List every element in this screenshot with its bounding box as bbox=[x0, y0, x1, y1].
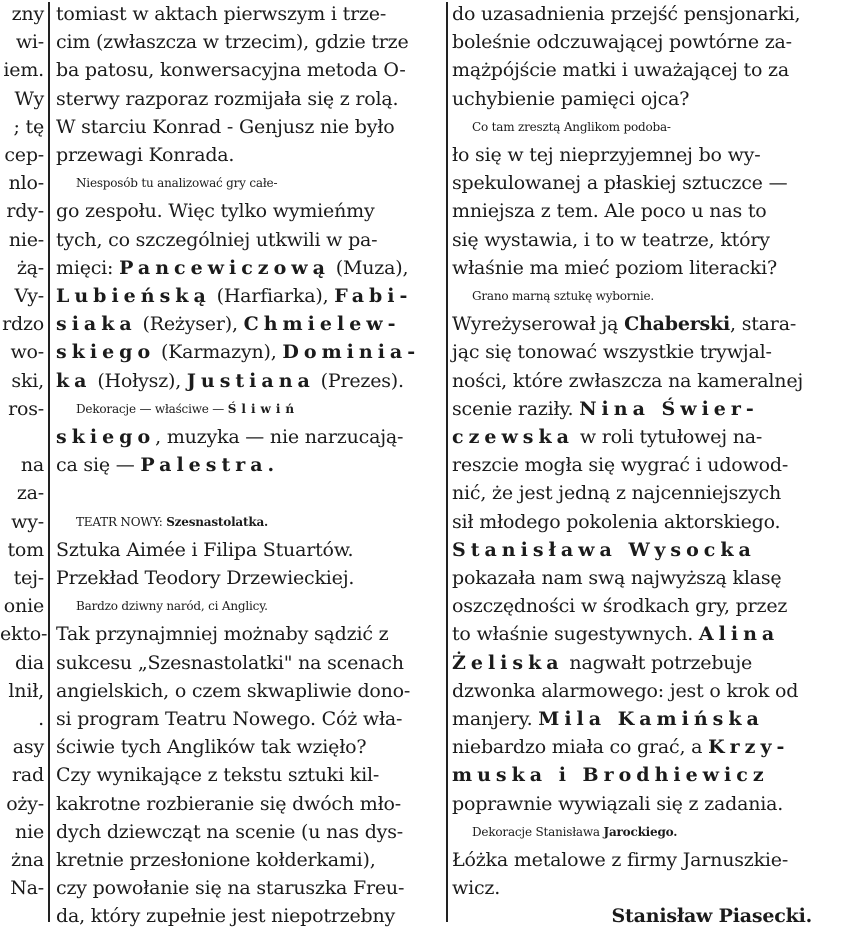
text-line: iem. bbox=[3, 59, 44, 82]
text-line bbox=[56, 258, 440, 278]
text-line: ros- bbox=[8, 397, 44, 420]
text-segment: poprawnie wywiązali się z zadania. bbox=[452, 792, 784, 815]
text-line bbox=[56, 427, 440, 447]
text-segment: w roli tytułowej na- bbox=[573, 426, 763, 448]
text-segment: Fabi- bbox=[334, 285, 413, 307]
text-line: nlo- bbox=[8, 172, 44, 195]
text-segment: Krzy- bbox=[708, 736, 790, 759]
text-segment: do uzasadnienia przejść pensjonarki, bbox=[452, 3, 801, 25]
text-segment: , stara- bbox=[730, 313, 797, 336]
text-segment: ka bbox=[56, 369, 92, 392]
text-line: Na- bbox=[10, 877, 44, 900]
text-line bbox=[452, 89, 852, 109]
text-line bbox=[452, 850, 852, 870]
text-line bbox=[56, 342, 440, 362]
text-line bbox=[452, 399, 852, 419]
text-segment: Alina bbox=[698, 623, 780, 646]
text-line bbox=[56, 765, 440, 785]
text-line bbox=[56, 709, 440, 729]
text-line bbox=[56, 314, 440, 334]
text-segment: Szesnastolatka. bbox=[166, 514, 269, 529]
text-line: tom bbox=[7, 538, 44, 561]
text-line bbox=[452, 765, 852, 785]
text-line bbox=[452, 173, 852, 193]
text-segment: (Muza), bbox=[329, 256, 409, 279]
text-segment: sterwy razporaz rozmijała się z rolą. bbox=[56, 87, 399, 110]
text-segment: ściwie tych Anglików tak wzięło? bbox=[56, 736, 367, 759]
text-line bbox=[56, 624, 440, 644]
text-segment: to właśnie sugestywnych. bbox=[452, 623, 699, 646]
text-line bbox=[452, 822, 859, 842]
text-line bbox=[56, 906, 440, 926]
text-segment: Czy wynikające z tekstu sztuki kil- bbox=[56, 764, 380, 787]
text-line bbox=[452, 878, 852, 898]
text-line: za- bbox=[16, 482, 44, 505]
text-segment: oszczędności w środkach gry, przez bbox=[452, 595, 788, 618]
text-line bbox=[56, 568, 440, 588]
text-segment: angielskich, o czem skwapliwie dono- bbox=[56, 679, 411, 702]
text-line bbox=[56, 145, 440, 165]
text-segment: W starciu Konrad - Genjusz nie było bbox=[56, 115, 395, 138]
text-line bbox=[56, 60, 440, 80]
text-line: żą- bbox=[16, 256, 44, 279]
text-line bbox=[452, 483, 852, 503]
text-line: na bbox=[20, 454, 44, 477]
text-segment: ca się — bbox=[56, 454, 141, 477]
text-line: ski, bbox=[11, 369, 44, 392]
text-segment: Śliwiń bbox=[227, 401, 300, 416]
text-segment: Łóżka metalowe z firmy Jarnuszkie- bbox=[452, 849, 789, 871]
text-line: asy bbox=[12, 736, 44, 759]
column-rule bbox=[446, 2, 448, 922]
text-segment: skiego bbox=[56, 426, 156, 448]
text-line bbox=[452, 286, 859, 306]
text-segment: ności, które zwłaszcza na kameralnej bbox=[452, 369, 804, 392]
text-line bbox=[452, 4, 852, 24]
text-segment: Nina Świer- bbox=[579, 397, 759, 420]
text-segment: (Harfiarka), bbox=[210, 285, 335, 307]
text-segment: Tak przynajmniej możnaby sądzić z bbox=[56, 623, 389, 646]
text-line: rdzo bbox=[2, 313, 44, 336]
text-line bbox=[452, 258, 852, 278]
text-segment: scenie raziły. bbox=[452, 397, 580, 420]
text-segment: mniejsza z tem. Ale poco u nas to bbox=[452, 200, 767, 223]
text-segment: Grano marną sztukę wybornie. bbox=[472, 289, 655, 303]
text-line bbox=[452, 117, 859, 137]
text-line bbox=[56, 32, 440, 52]
text-segment: nagwałt potrzebuje bbox=[563, 651, 753, 674]
text-line bbox=[452, 455, 852, 475]
text-line: cep- bbox=[4, 144, 44, 166]
text-segment: , muzyka — nie narzucają- bbox=[155, 426, 404, 448]
text-segment: Dominia- bbox=[282, 341, 421, 364]
text-segment: tych, co szczególniej utkwili w pa- bbox=[56, 228, 378, 251]
text-line bbox=[452, 624, 852, 644]
text-line: rad bbox=[12, 764, 44, 787]
text-segment: cim (zwłaszcza w trzecim), gdzie trze bbox=[56, 31, 409, 54]
text-segment: siaka bbox=[56, 313, 137, 336]
text-segment: (Hołysz), bbox=[91, 369, 187, 392]
text-segment: tomiast w aktach pierwszym i trze- bbox=[56, 3, 387, 25]
text-line bbox=[452, 568, 852, 588]
text-line bbox=[452, 371, 852, 391]
text-segment: czewska bbox=[452, 426, 574, 448]
text-line: wy- bbox=[11, 510, 44, 533]
text-segment: się wystawia, i to w teatrze, który bbox=[452, 228, 770, 251]
text-segment: jąc się tonować wszystkie trywjal- bbox=[452, 341, 772, 364]
text-segment: niebardzo miała co grać, a bbox=[452, 736, 709, 759]
text-segment: Palestra. bbox=[140, 454, 280, 477]
text-segment: uchybienie pamięci ojca? bbox=[452, 87, 690, 110]
column-rule bbox=[48, 2, 50, 922]
text-segment: nić, że jest jedną z najcenniejszych bbox=[452, 482, 782, 505]
text-line bbox=[452, 32, 852, 52]
text-line: . bbox=[38, 708, 44, 730]
text-segment: Przekład Teodory Drzewieckiej. bbox=[56, 567, 355, 589]
text-line bbox=[452, 342, 852, 362]
text-segment: muska i Brodhiewicz bbox=[452, 764, 769, 787]
text-line bbox=[452, 653, 852, 673]
text-segment: kakrotne rozbieranie się dwóch mło- bbox=[56, 792, 401, 815]
text-line: rdy- bbox=[6, 200, 44, 223]
text-line: żna bbox=[11, 849, 44, 871]
text-line bbox=[452, 230, 852, 250]
text-segment: Niesposób tu analizować gry całe- bbox=[76, 176, 278, 191]
text-line bbox=[56, 850, 440, 870]
text-segment: Lubieńską bbox=[56, 285, 211, 307]
text-segment: Stanisława Wysocka bbox=[452, 538, 756, 561]
text-line bbox=[56, 878, 440, 898]
text-line bbox=[452, 794, 852, 814]
text-line bbox=[452, 314, 852, 334]
text-segment: spekulowanej a płaskiej sztuczce — bbox=[452, 172, 788, 195]
text-line bbox=[56, 371, 440, 391]
text-line: ; tę bbox=[13, 115, 44, 138]
text-line bbox=[452, 60, 852, 80]
text-segment: kretnie przesłonione kołderkami), bbox=[56, 849, 376, 871]
text-line bbox=[56, 512, 460, 532]
text-segment: Jarockiego. bbox=[603, 824, 678, 839]
text-line bbox=[452, 201, 852, 221]
text-line bbox=[452, 512, 852, 532]
text-line: zny bbox=[11, 3, 44, 25]
text-line: Vy- bbox=[14, 285, 44, 307]
text-line bbox=[452, 145, 852, 165]
text-line: nie- bbox=[8, 228, 44, 251]
text-line bbox=[56, 117, 440, 137]
text-segment: właśnie ma mieć poziom literacki? bbox=[452, 256, 777, 279]
text-line bbox=[452, 737, 852, 757]
text-line bbox=[56, 89, 440, 109]
text-segment: Pancewiczową bbox=[119, 256, 330, 279]
text-line bbox=[56, 286, 440, 306]
text-line bbox=[56, 455, 440, 475]
text-line bbox=[452, 427, 852, 447]
text-segment: czy powołanie się na staruszka Freu- bbox=[56, 877, 405, 900]
text-segment: TEATR NOWY: bbox=[76, 514, 167, 529]
text-line bbox=[56, 540, 440, 560]
text-line: wi- bbox=[15, 31, 44, 54]
text-line: wo- bbox=[10, 341, 44, 364]
text-segment: Bardzo dziwny naród, ci Anglicy. bbox=[76, 599, 268, 614]
text-segment: da, który zupełnie jest niepotrzebny bbox=[56, 905, 396, 927]
text-segment: sukcesu „Szesnastolatki" na scenach bbox=[56, 651, 404, 674]
text-segment: mięci: bbox=[56, 256, 120, 279]
text-segment: Justiana bbox=[186, 369, 315, 392]
text-segment: ba patosu, konwersacyjna metoda O- bbox=[56, 59, 406, 82]
text-line: ekto- bbox=[0, 623, 48, 646]
text-line bbox=[452, 709, 852, 729]
text-segment: Mila Kamińska bbox=[538, 708, 764, 730]
text-segment: Żeliska bbox=[452, 651, 564, 674]
text-line bbox=[56, 173, 460, 193]
text-line: Wy bbox=[14, 87, 44, 110]
text-line bbox=[452, 681, 852, 701]
text-segment: dzwonka alarmowego: jest o krok od bbox=[452, 679, 799, 702]
text-segment: reszcie mogła się wygrać i udowod- bbox=[452, 454, 789, 477]
text-segment: Wyreżyserował ją bbox=[452, 313, 625, 336]
text-segment: manjery. bbox=[452, 708, 539, 730]
text-segment: skiego bbox=[56, 341, 156, 364]
text-line bbox=[56, 4, 440, 24]
text-line bbox=[56, 822, 440, 842]
text-segment: Chaberski bbox=[624, 313, 731, 336]
text-line bbox=[452, 540, 852, 560]
text-segment: Dekoracje Stanisława bbox=[472, 824, 604, 839]
text-segment: Dekoracje — właściwe — bbox=[76, 401, 228, 416]
text-segment: dych dziewcząt na scenie (u nas dys- bbox=[56, 820, 403, 843]
text-segment: mążpójście matki i uważającej to za bbox=[452, 59, 789, 82]
text-line: dia bbox=[15, 651, 44, 674]
text-line bbox=[56, 596, 460, 616]
text-line: onie bbox=[3, 595, 44, 618]
text-segment: si program Teatru Nowego. Cóż wła- bbox=[56, 708, 403, 730]
text-segment: Sztuka Aimée i Filipa Stuartów. bbox=[56, 538, 354, 561]
text-segment: boleśnie odczuwającej powtórne za- bbox=[452, 31, 792, 54]
text-segment: pokazała nam swą najwyższą klasę bbox=[452, 567, 782, 589]
text-line bbox=[56, 653, 440, 673]
text-line bbox=[452, 906, 852, 926]
text-segment: (Karmazyn), bbox=[155, 341, 283, 364]
text-line bbox=[56, 399, 460, 419]
text-segment: przewagi Konrada. bbox=[56, 144, 235, 166]
text-segment: (Prezes). bbox=[314, 369, 404, 392]
text-line bbox=[56, 230, 440, 250]
text-line: tej- bbox=[13, 567, 44, 589]
text-line: oży- bbox=[6, 792, 44, 815]
text-segment: Chmielew- bbox=[243, 313, 401, 336]
text-line bbox=[56, 737, 440, 757]
text-line bbox=[56, 201, 440, 221]
text-line bbox=[452, 596, 852, 616]
text-segment: go zespołu. Więc tylko wymieńmy bbox=[56, 200, 375, 223]
text-segment: ło się w tej nieprzyjemnej bo wy- bbox=[452, 144, 761, 166]
text-line bbox=[56, 681, 440, 701]
text-segment: wicz. bbox=[452, 877, 501, 900]
text-line bbox=[56, 794, 440, 814]
text-segment: Stanisław Piasecki. bbox=[611, 905, 812, 927]
text-segment: sił młodego pokolenia aktorskiego. bbox=[452, 510, 781, 533]
text-segment: (Reżyser), bbox=[136, 313, 244, 336]
text-line: nie bbox=[15, 820, 44, 843]
text-segment: Co tam zresztą Anglikom podoba- bbox=[472, 119, 671, 134]
text-line: lnił, bbox=[8, 679, 44, 702]
